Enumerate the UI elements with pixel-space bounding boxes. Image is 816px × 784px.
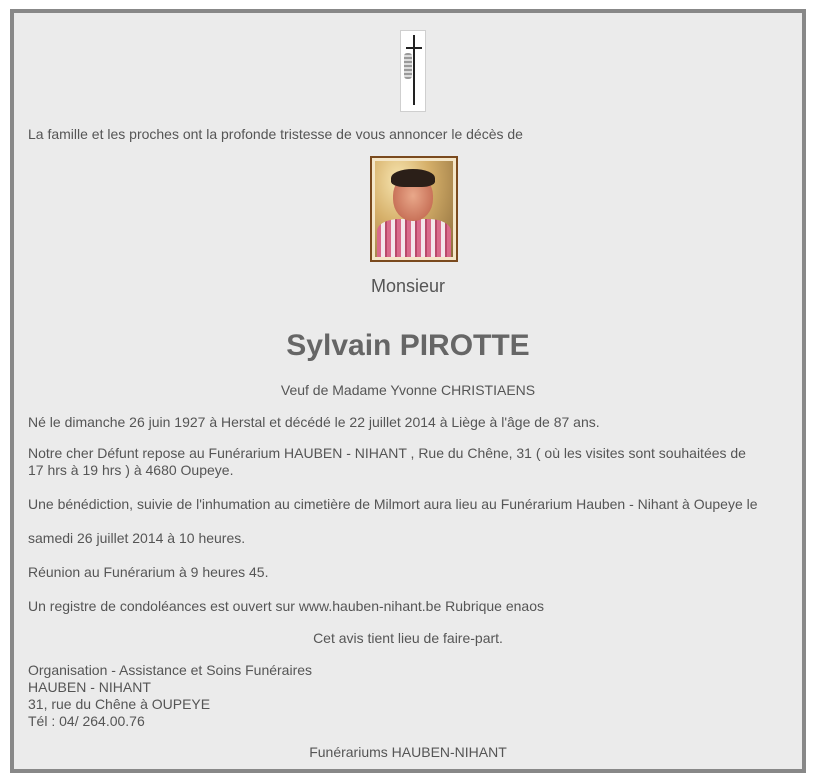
salutation: Monsieur (370, 276, 446, 296)
ceremony-date: samedi 26 juillet 2014 à 10 heures. (28, 530, 246, 546)
org-line3: 31, rue du Chêne à OUPEYE (28, 696, 211, 712)
footer-text: Funérariums HAUBEN-NIHANT (309, 744, 507, 760)
notice-text: Cet avis tient lieu de faire-part. (313, 630, 503, 646)
widow-text: Veuf de Madame Yvonne CHRISTIAENS (280, 382, 536, 398)
meeting-text: Réunion au Funérarium à 9 heures 45. (28, 564, 269, 580)
blessing-text: Une bénédiction, suivie de l'inhumation au cimetière de Milmort aura lieu au Funérarium Hauben - Nihant à Oupeye le (28, 496, 758, 512)
org-line2: HAUBEN - NIHANT (28, 679, 151, 695)
cross-icon (400, 30, 426, 112)
rest-text-line1: Notre cher Défunt repose au Funérarium HAUBEN - NIHANT , Rue du Chêne, 31 ( où les visites sont souhaitées de (28, 445, 746, 461)
intro-text: La famille et les proches ont la profonde tristesse de vous annoncer le décès de (28, 126, 523, 142)
org-line1: Organisation - Assistance et Soins Funéraires (28, 662, 313, 678)
org-phone: Tél : 04/ 264.00.76 (28, 713, 145, 729)
rest-text-line2: 17 hrs à 19 hrs ) à 4680 Oupeye. (28, 462, 234, 478)
birth-death-text: Né le dimanche 26 juin 1927 à Herstal et décédé le 22 juillet 2014 à Liège à l'âge de 87 ans. (28, 414, 600, 430)
obituary-card (10, 9, 806, 773)
register-text: Un registre de condoléances est ouvert sur www.hauben-nihant.be Rubrique enaos (28, 598, 544, 614)
deceased-name: Sylvain PIROTTE (286, 329, 530, 362)
portrait-photo (370, 156, 458, 262)
